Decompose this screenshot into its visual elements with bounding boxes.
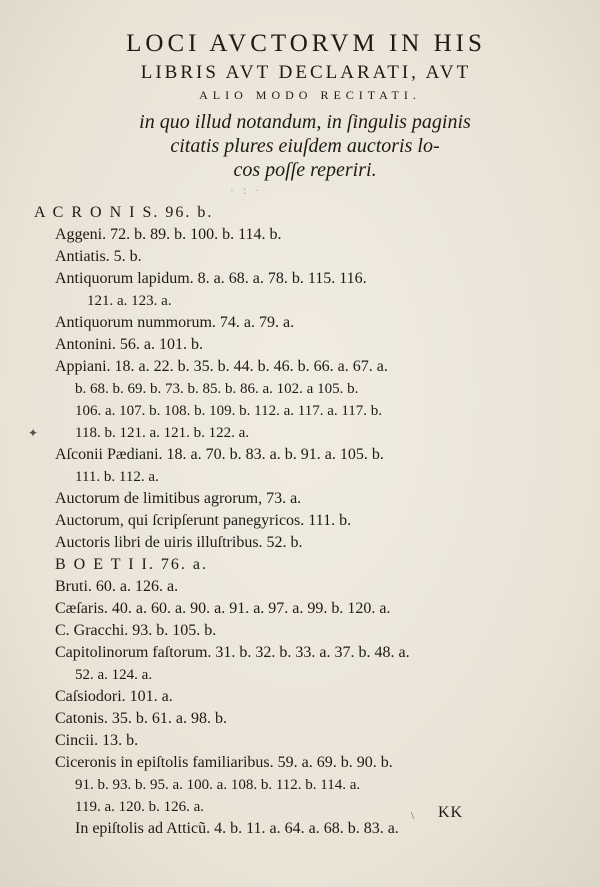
index-entry: Aſconii Pædiani. 18. a. 70. b. 83. a. b. 91. a. 105. b. [55,446,384,463]
margin-mark-icon: ✦ [28,426,39,440]
index-entry: Ciceronis in epiſtolis familiaribus. 59. a. 69. b. 90. b. [55,754,393,771]
gathering-signature: KK [438,804,464,821]
index-entry: In epiſtolis ad Atticũ. 4. b. 11. a. 64. a. 68. b. 83. a. [75,820,399,837]
index-entry: Cincii. 13. b. [55,732,139,749]
index-entry: Auctorum de limitibus agrorum, 73. a. [55,490,302,507]
index-entry: Capitolinorum faſtorum. 31. b. 32. b. 33. a. 37. b. 48. a. [55,644,410,661]
index-entry: 121. a. 123. a. [87,293,172,309]
index-entry: 119. a. 120. b. 126. a. [75,799,205,815]
index-entry: Auctorum, qui ſcripſerunt panegyricos. 111. b. [55,512,352,529]
index-entry: Catonis. 35. b. 61. a. 98. b. [55,710,227,727]
index-entry: Bruti. 60. a. 126. a. [55,578,179,595]
index-entry: 106. a. 107. b. 108. b. 109. b. 112. a. 117. a. 117. b. [75,403,383,419]
printer-mark: \ [411,810,415,822]
index-entry: Antiquorum nummorum. 74. a. 79. a. [55,314,295,331]
index-entry: Auctoris libri de uiris illuſtribus. 52. b. [55,534,303,551]
index-entry: 111. b. 112. a. [75,469,159,485]
index-entry: 52. a. 124. a. [75,667,153,683]
index-title-line-2: LIBRIS AVT DECLARATI, AVT [140,62,472,83]
index-entry: Antiatis. 5. b. [55,248,142,265]
index-entry-list [0,202,600,840]
index-subtitle-line-2: citatis plures eiuſdem auctoris lo- [170,135,440,157]
index-entry: C. Gracchi. 93. b. 105. b. [55,622,217,639]
index-entry: b. 68. b. 69. b. 73. b. 85. b. 86. a. 102. a 105. b. [75,381,359,397]
index-entry: Appiani. 18. a. 22. b. 35. b. 44. b. 46. b. 66. a. 67. a. [55,358,388,375]
index-entry: Caſsiodori. 101. a. [55,688,173,705]
index-title-line-3: ALIO MODO RECITATI. [199,88,421,102]
index-entry: 91. b. 93. b. 95. a. 100. a. 108. b. 112. b. 114. a. [75,777,361,793]
index-entry: Cæſaris. 40. a. 60. a. 90. a. 91. a. 97. a. 99. b. 120. a. [55,600,391,617]
index-entry: Aggeni. 72. b. 89. b. 100. b. 114. b. [55,226,282,243]
index-subtitle-line-1: in quo illud notandum, in ſingulis paginis [139,111,471,133]
index-entry: Antiquorum lapidum. 8. a. 68. a. 78. b. 115. 116. [55,270,367,287]
index-title-line-1: LOCI AVCTORVM IN HIS [126,30,486,57]
show-through-ornament: · : · [230,183,263,197]
index-entry: A C R O N I S. 96. b. [34,204,214,221]
index-entry: Antonini. 56. a. 101. b. [55,336,203,353]
index-entry: B O E T I I. 76. a. [55,556,208,573]
index-subtitle-line-3: cos poſſe reperiri. [233,159,377,181]
index-entry: 118. b. 121. a. 121. b. 122. a. [75,425,250,441]
